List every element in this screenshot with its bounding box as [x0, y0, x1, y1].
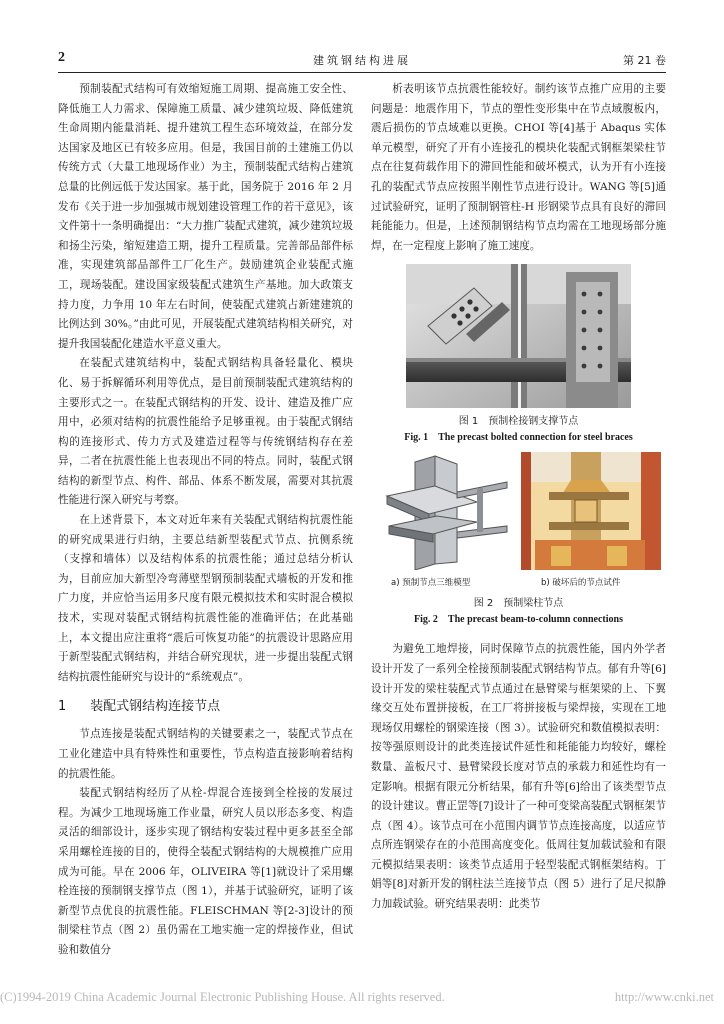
header-rule	[58, 72, 666, 73]
paragraph: 预制装配式结构可有效缩短施工周期、提高施工安全性、降低施工人力需求、保障施工质量、减少建筑垃圾、降低建筑生命周期内能量消耗、提升建筑工程生态环境效益，在部分发达国家及地区已有较多应用。但是，我国目前的土建施工仍以传统方式（大量工地现场作业）为主，预制装配式结构占建筑总量的比例远低于发达国家。基于此，国务院于 2016 年 2 月发布《关于进一步加强城市规划建设管理工作的若干意见》，该文件第十一条明确提出：“大力推广装配式建筑，减少建筑垃圾和扬尘污染，缩短建造工期，提升工程质量。完善部品部件标准，实现建筑部品部件工厂化生产。鼓励建筑企业装配式施工，现场装配。建设国家级装配式建筑生产基地。加大政策支持力度，力争用 10 年左右时间，使装配式建筑占新建建筑的比例达到 30%。”由此可见，开展装配式建筑结构相关研究，对提升我国装配化建造水平意义重大。	[58, 83, 353, 350]
volume-label: 第 21 卷	[623, 54, 666, 67]
section-heading	[58, 693, 353, 721]
journal-title: 建筑钢结构进展	[313, 54, 411, 67]
copyright-notice: (C)1994-2019 China Academic Journal Electronic Publishing House. All rights reserved.	[0, 990, 445, 1004]
paragraph: 节点连接是装配式钢结构的关键要素之一，装配式节点在工业化建造中具有特殊性和重要性，节点构造直接影响着结构的抗震性能。	[58, 728, 353, 780]
right-column	[371, 80, 666, 915]
figure-1-caption-en: Fig. 1 The precast bolted connection for steel braces	[404, 432, 633, 444]
figure-2b-photo	[521, 452, 661, 570]
figure-2b-label: b) 破坏后的节点试件	[541, 578, 621, 589]
figure-1-photo	[406, 264, 631, 408]
figure-2-caption-zh: 图 2 预制梁柱节点	[473, 598, 564, 610]
paragraph: 为避免工地焊接，同时保障节点的抗震性能，国内外学者设计开发了一系列全栓接预制装配式钢结构节点。郁有升等[6]设计开发的梁柱装配式节点通过在悬臂梁与框架梁的上、下翼缘交互处布置拼接板，在工厂将拼接板与梁焊接，实现在工地现场仅用螺栓的钢梁连接（图 3）。试验研究和数值模拟表明：按等强原则设计的此类连接试件延性和耗能能力均较好，螺栓数量、盖板尺寸、悬臂梁段长度对节点的承载力和延性均有一定影响。根据有限元分析结果，郁有升等[6]给出了该类型节点的设计建议。曹正罡等[7]设计了一种可变梁高装配式钢框架节点（图 4）。该节点可在小范围内调节节点连接高度，以适应节点所连钢梁存在的小范围高度变化。低周往复加载试验和有限元模拟结果表明：该类节点适用于轻型装配式钢框架结构。丁娟等[8]对新开发的钢柱法兰连接节点（图 5）进行了足尺拟静力加载试验。研究结果表明：此类节	[371, 643, 666, 911]
paragraph: 析表明该节点抗震性能较好。制约该节点推广应用的主要问题是：地震作用下，节点的塑性变形集中在节点域腹板内，震后损伤的节点域难以更换。CHOI 等[4]基于 Abaqus 实体单元模型，研究了开有小连接孔的模块化装配式钢框架梁柱节点在往复荷载作用下的滞回性能和破坏模式，认为开有小连接孔的装配式节点应按照半刚性节点进行设计。WANG 等[5]通过试验研究，证明了预制钢管柱-H 形钢梁节点具有良好的滞回耗能能力。但是，上述预制钢结构节点均需在工地现场部分施焊，在一定程度上影响了施工速度。	[371, 83, 666, 252]
figure-2-caption-en: Fig. 2 The precast beam-to-column connections	[414, 614, 623, 626]
left-column	[58, 80, 353, 961]
figure-2a-model	[377, 452, 517, 570]
section-number: 1	[58, 699, 67, 715]
footer-url[interactable]: http://www.cnki.net	[614, 990, 714, 1004]
paragraph: 在上述背景下，本文对近年来有关装配式钢结构抗震性能的研究成果进行归纳，主要总结新型装配式节点、抗侧系统（支撑和墙体）以及结构体系的抗震性能；通过总结分析认为，目前应加大新型冷弯薄壁型钢预制装配式墙板的开发和推广力度，并应恰当运用多尺度有限元模拟技术和实时混合模拟技术，实现对装配式钢结构抗震性能的准确评估；在此基础上，本文提出应注重将“震后可恢复功能”的抗震设计思路应用于新型装配式钢结构，并结合研究现状，进一步提出装配式钢结构抗震性能研究与设计的“系统观点”。	[58, 514, 353, 683]
page-number: 2	[58, 50, 65, 65]
connection-3d-model	[377, 452, 517, 570]
figure-1-caption-zh: 图 1 预制栓接钢支撑节点	[458, 416, 579, 428]
figure-1	[371, 264, 666, 444]
page-header	[58, 52, 666, 68]
bolted-brace-photo	[406, 264, 631, 408]
damaged-specimen-photo	[521, 452, 661, 570]
paragraph: 在装配式建筑结构中，装配式钢结构具备轻量化、模块化、易于拆解循环利用等优点，是目前预制装配式建筑结构的主要形式之一。在装配式钢结构的开发、设计、建造及推广应用中，必须对结构的抗震性能给予足够重视。由于装配式钢结构的连接形式、传力方式及建造过程等与传统钢结构存在差异，二者在抗震性能上也表现出不同的特点。同时，装配式钢结构的新型节点、构件、部品、体系不断发展，需要对其抗震性能进行深入研究与考察。	[58, 357, 353, 507]
figure-2	[371, 452, 666, 636]
section-title: 装配式钢结构连接节点	[90, 699, 221, 715]
figure-2a-label: a) 预制节点三维模型	[391, 578, 471, 589]
paragraph: 装配式钢结构经历了从栓-焊混合连接到全栓接的发展过程。为减少工地现场施工作业量，研究人员以形态多变、构造灵活的细部设计，逐步实现了钢结构安装过程中更多甚至全部采用螺栓连接的目的，使得全装配式钢结构的大规模推广应用成为可能。早在 2006 年，OLIVEIRA 等[1]就设计了采用螺栓连接的预制钢支撑节点（图 1），并基于试验研究，证明了该新型节点优良的抗震性能。FLEISCHMAN 等[2-3]设计的预制梁柱节点（图 2）虽仍需在工地实施一定的焊接作业，但试验和数值分	[58, 787, 353, 956]
